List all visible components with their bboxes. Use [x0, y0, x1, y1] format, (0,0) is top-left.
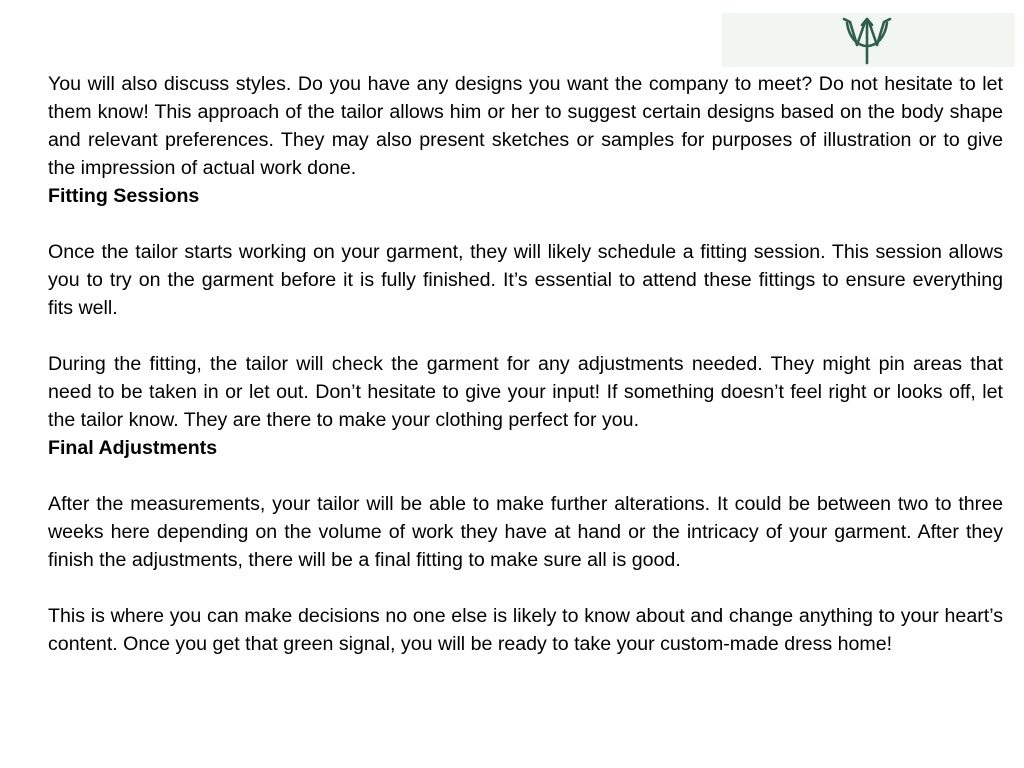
final-adjustments-heading: Final Adjustments	[48, 437, 218, 459]
final-paragraph-2: This is where you can make decisions no one else is likely to know about and change anything to your heart’s content. Once you get that green signal, you will be ready to take your custom-made dress home!	[48, 605, 1003, 655]
trident-monogram-icon	[837, 15, 897, 65]
article-body	[48, 70, 1003, 658]
fitting-paragraph-1: Once the tailor starts working on your garment, they will likely schedule a fitting session. This session allows you to try on the garment before it is fully finished. It’s essential to attend these fittings to ensure everything fits well.	[48, 241, 1003, 319]
intro-paragraph: You will also discuss styles. Do you have any designs you want the company to meet? Do not hesitate to let them know! This approach of the tailor allows him or her to suggest certain designs based on the body shape and relevant preferences. They may also present sketches or samples for purposes of illustration or to give the impression of actual work done.	[48, 73, 1003, 179]
final-paragraph-1: After the measurements, your tailor will be able to make further alterations. It could be between two to three weeks here depending on the volume of work they have at hand or the intricacy of your garment. After they finish the adjustments, there will be a final fitting to make sure all is good.	[48, 493, 1003, 571]
fitting-sessions-heading: Fitting Sessions	[48, 185, 200, 207]
logo-banner	[722, 13, 1015, 67]
fitting-paragraph-2: During the fitting, the tailor will check the garment for any adjustments needed. They might pin areas that need to be taken in or let out. Don’t hesitate to give your input! If something doesn’t feel right or looks off, let the tailor know. They are there to make your clothing perfect for you.	[48, 353, 1003, 431]
